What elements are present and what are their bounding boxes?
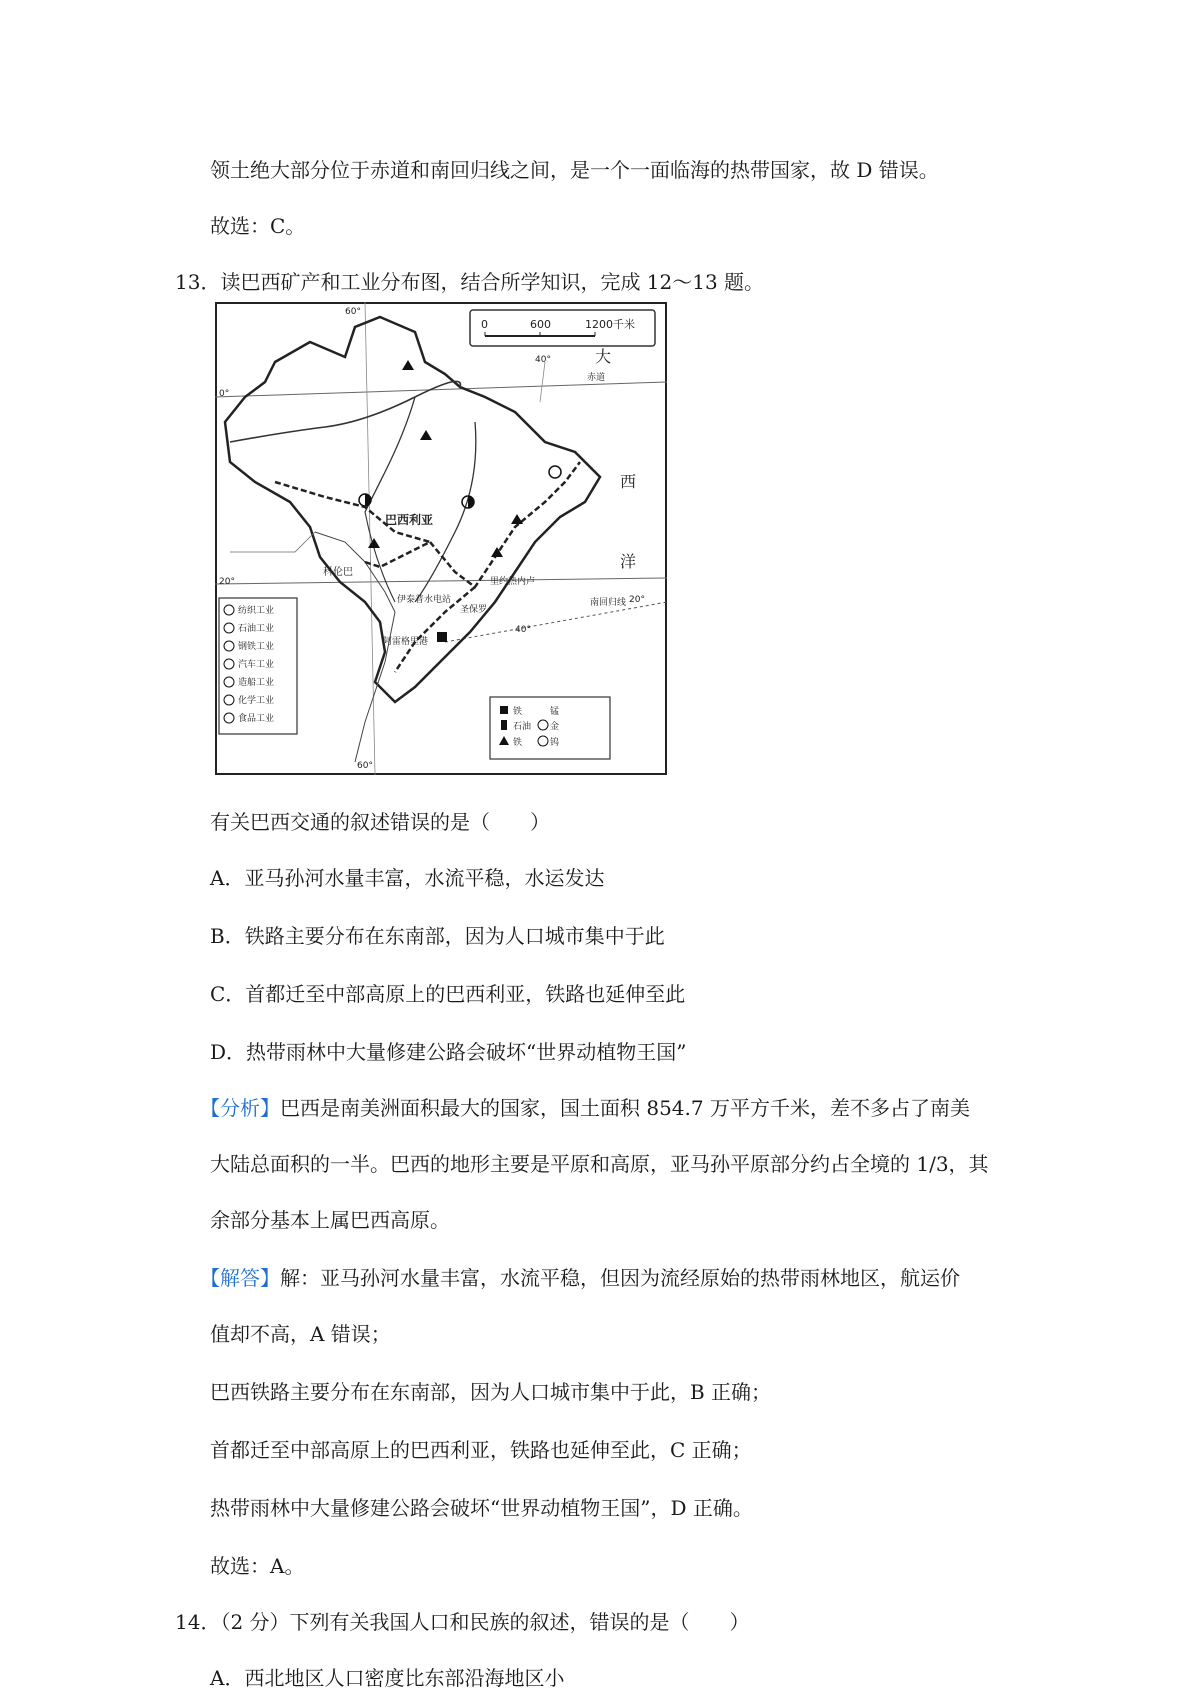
tropic-label: 南回归线 xyxy=(590,598,627,608)
prev-answer-line: 领土绝大部分位于赤道和南回归线之间，是一个一面临海的热带国家，故 D 错误。 xyxy=(210,158,939,182)
legend-iron: 铁 xyxy=(513,707,523,717)
equator-label: 赤道 xyxy=(587,373,606,383)
analysis-line-1 xyxy=(200,1094,970,1122)
q14-option-a: A．西北地区人口密度比东部沿海地区小 xyxy=(210,1666,565,1690)
lat-20-right: 20° xyxy=(629,595,645,605)
legend-steel: 钢铁工业 xyxy=(238,642,275,652)
scale-label-600: 600 xyxy=(530,318,551,331)
city-itaipu: 伊泰普水电站 xyxy=(397,595,452,605)
solution-line-5: 热带雨林中大量修建公路会破坏“世界动植物王国”，D 正确。 xyxy=(210,1496,753,1520)
q13-option-a: A．亚马孙河水量丰富，水流平稳，水运发达 xyxy=(210,866,605,890)
solution-line-1 xyxy=(200,1264,960,1292)
legend-textile: 纺织工业 xyxy=(238,606,275,616)
lat-20-left: 20° xyxy=(219,577,235,587)
ocean-char-2: 西 xyxy=(620,472,637,491)
lon-60-top: 60° xyxy=(345,307,361,317)
city-rio: 里约热内卢 xyxy=(490,577,536,587)
analysis-line-3: 余部分基本上属巴西高原。 xyxy=(210,1208,450,1232)
solution-line-4: 首都迁至中部高原上的巴西利亚，铁路也延伸至此，C 正确； xyxy=(210,1438,752,1462)
solution-line-3: 巴西铁路主要分布在东南部，因为人口城市集中于此，B 正确； xyxy=(210,1380,772,1404)
city-brasilia: 巴西利亚 xyxy=(385,513,434,527)
q13-question: 有关巴西交通的叙述错误的是（ ） xyxy=(210,810,550,834)
legend-auto: 汽车工业 xyxy=(238,660,275,670)
lon-40-bottom: 40° xyxy=(515,625,531,635)
lon-40-top: 40° xyxy=(535,355,551,365)
legend-chemical: 化学工业 xyxy=(238,696,275,706)
city-sao-paulo: 圣保罗 xyxy=(460,605,488,615)
legend-iron-2: 铁 xyxy=(513,738,523,748)
scale-label-0: 0 xyxy=(481,318,488,331)
analysis-text-1: 巴西是南美洲面积最大的国家，国土面积 854.7 万平方千米，差不多占了南美 xyxy=(280,1096,970,1120)
ocean-char-3: 洋 xyxy=(620,552,637,571)
q14-stem: 14．（2 分）下列有关我国人口和民族的叙述，错误的是（ ） xyxy=(175,1610,750,1634)
legend-gold: 金 xyxy=(550,722,560,732)
lon-60-bottom: 60° xyxy=(357,761,373,771)
legend-oil: 石油 xyxy=(513,722,532,732)
legend-ship: 造船工业 xyxy=(238,678,275,688)
q13-choice: 故选：A。 xyxy=(210,1554,305,1578)
legend-tungsten: 钨 xyxy=(550,738,560,748)
scale-label-1200: 1200千米 xyxy=(585,318,635,331)
solution-line-2: 值却不高，A 错误； xyxy=(210,1322,391,1346)
solution-tag: 【解答】 xyxy=(200,1266,280,1290)
city-porto-alegre: 阿雷格里港 xyxy=(383,637,429,647)
analysis-tag: 【分析】 xyxy=(200,1096,280,1120)
analysis-line-2: 大陆总面积的一半。巴西的地形主要是平原和高原，亚马孙平原部分约占全境的 1/3，其 xyxy=(210,1152,989,1176)
q13-option-d: D．热带雨林中大量修建公路会破坏“世界动植物王国” xyxy=(210,1040,687,1064)
legend-oil-industry: 石油工业 xyxy=(238,624,275,634)
solution-text-1: 解：亚马孙河水量丰富，水流平稳，但因为流经原始的热带雨林地区，航运价 xyxy=(280,1266,960,1290)
prev-answer-choice: 故选：C。 xyxy=(210,214,306,238)
legend-manganese: 锰 xyxy=(550,707,560,717)
ocean-char-1: 大 xyxy=(595,347,612,366)
q13-option-b: B．铁路主要分布在东南部，因为人口城市集中于此 xyxy=(210,924,665,948)
lat-0: 0° xyxy=(219,389,230,399)
q13-option-c: C．首都迁至中部高原上的巴西利亚，铁路也延伸至此 xyxy=(210,982,686,1006)
city-corumba: 科伦巴 xyxy=(323,567,353,578)
brazil-map-figure xyxy=(215,302,667,775)
legend-food: 食品工业 xyxy=(238,714,275,724)
q13-stem: 13．读巴西矿产和工业分布图，结合所学知识，完成 12～13 题。 xyxy=(175,270,765,294)
